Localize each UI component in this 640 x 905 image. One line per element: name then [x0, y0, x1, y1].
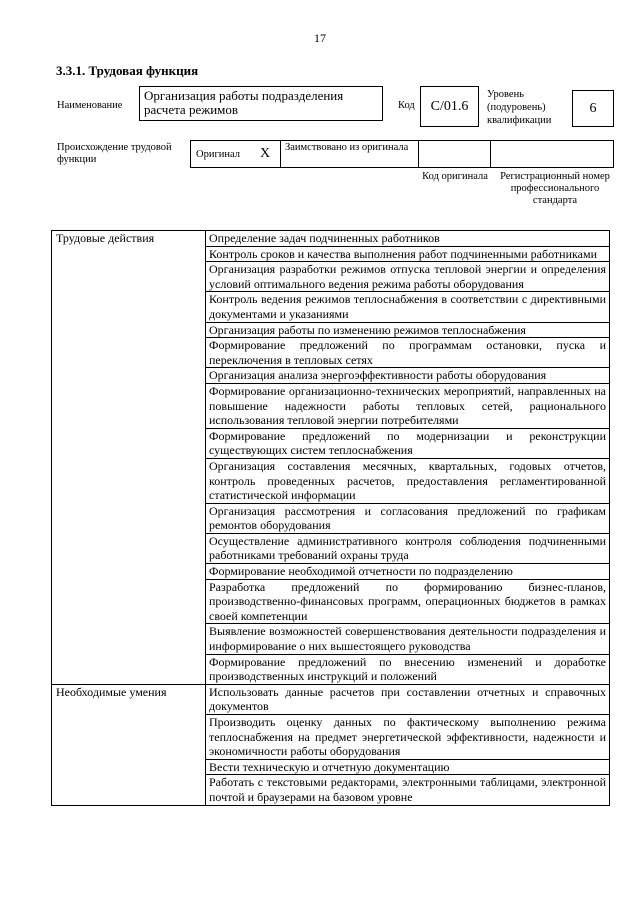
list-item: Разработка предложений по формированию бизнес-планов, производственно-финансовых программ, операционных бюджетов в рамках своей компетенции	[206, 579, 610, 624]
origin-divider	[490, 140, 491, 168]
origin-divider	[418, 140, 419, 168]
origin-label: Происхождение трудовой функции	[57, 142, 172, 165]
page-number: 17	[314, 31, 326, 45]
list-item: Формирование организационно-технических мероприятий, направленных на повышение надежности работы тепловых сетей, рационального использования тепловой энергии потребителями	[206, 383, 610, 428]
section-title: 3.3.1. Трудовая функция	[56, 63, 199, 78]
list-item: Вести техническую и отчетную документацию	[206, 759, 610, 775]
list-item: Контроль сроков и качества выполнения работ подчиненными работниками	[206, 246, 610, 262]
list-item: Организация рассмотрения и согласования предложений по графикам ремонтов оборудования	[206, 503, 610, 533]
function-details-table	[51, 230, 610, 806]
list-item: Организация анализа энергоэффективности работы оборудования	[206, 368, 610, 384]
function-code-field: С/01.6	[420, 86, 479, 127]
list-item: Организация разработки режимов отпуска тепловой энергии и определения условий оптимального ведения режима работы оборудования	[206, 262, 610, 292]
table-row	[52, 684, 610, 714]
list-item: Осуществление административного контроля соблюдения подчиненными работниками требований охраны труда	[206, 533, 610, 563]
list-item: Формирование необходимой отчетности по подразделению	[206, 564, 610, 580]
name-label: Наименование	[57, 100, 123, 111]
list-item: Выявление возможностей совершенствования деятельности подразделения и информирование о них вышестоящего руководства	[206, 624, 610, 654]
list-item: Формирование предложений по программам остановки, пуска и переключения в тепловых сетях	[206, 338, 610, 368]
code-label: Код	[398, 100, 415, 111]
list-item: Формирование предложений по внесению изменений и доработке производственных инструкций и положений	[206, 654, 610, 684]
original-label: Оригинал	[196, 149, 240, 160]
level-label: Уровень (подуровень) квалификации	[487, 89, 552, 126]
original-mark: X	[260, 146, 271, 161]
code-original-caption: Код оригинала	[422, 171, 488, 182]
function-name-field: Организация работы подразделения расчета режимов	[139, 86, 383, 121]
reg-number-caption: Регистрационный номер профессионального стандарта	[500, 171, 610, 206]
list-item: Использовать данные расчетов при составлении отчетных и справочных документов	[206, 684, 610, 714]
section-label: Трудовые действия	[52, 231, 206, 685]
list-item: Определение задач подчиненных работников	[206, 231, 610, 247]
borrowed-label: Заимствовано из оригинала	[285, 142, 409, 153]
list-item: Производить оценку данных по фактическому выполнению режима теплоснабжения на предмет энергетической эффективности, надежности и экономичности работы оборудования	[206, 715, 610, 760]
list-item: Организация работы по изменению режимов теплоснабжения	[206, 322, 610, 338]
list-item: Формирование предложений по модернизации и реконструкции существующих систем теплоснабжения	[206, 428, 610, 458]
table-row	[52, 231, 610, 247]
list-item: Работать с текстовыми редакторами, электронными таблицами, электронной почтой и браузерами на базовом уровне	[206, 775, 610, 805]
list-item: Организация составления месячных, квартальных, годовых отчетов, контроль проведенных расчетов, предоставления регламентированной статистической информации	[206, 458, 610, 503]
section-label: Необходимые умения	[52, 684, 206, 805]
list-item: Контроль ведения режимов теплоснабжения в соответствии с директивными документами и указаниями	[206, 292, 610, 322]
level-value-field: 6	[572, 90, 614, 127]
origin-divider	[280, 140, 281, 168]
